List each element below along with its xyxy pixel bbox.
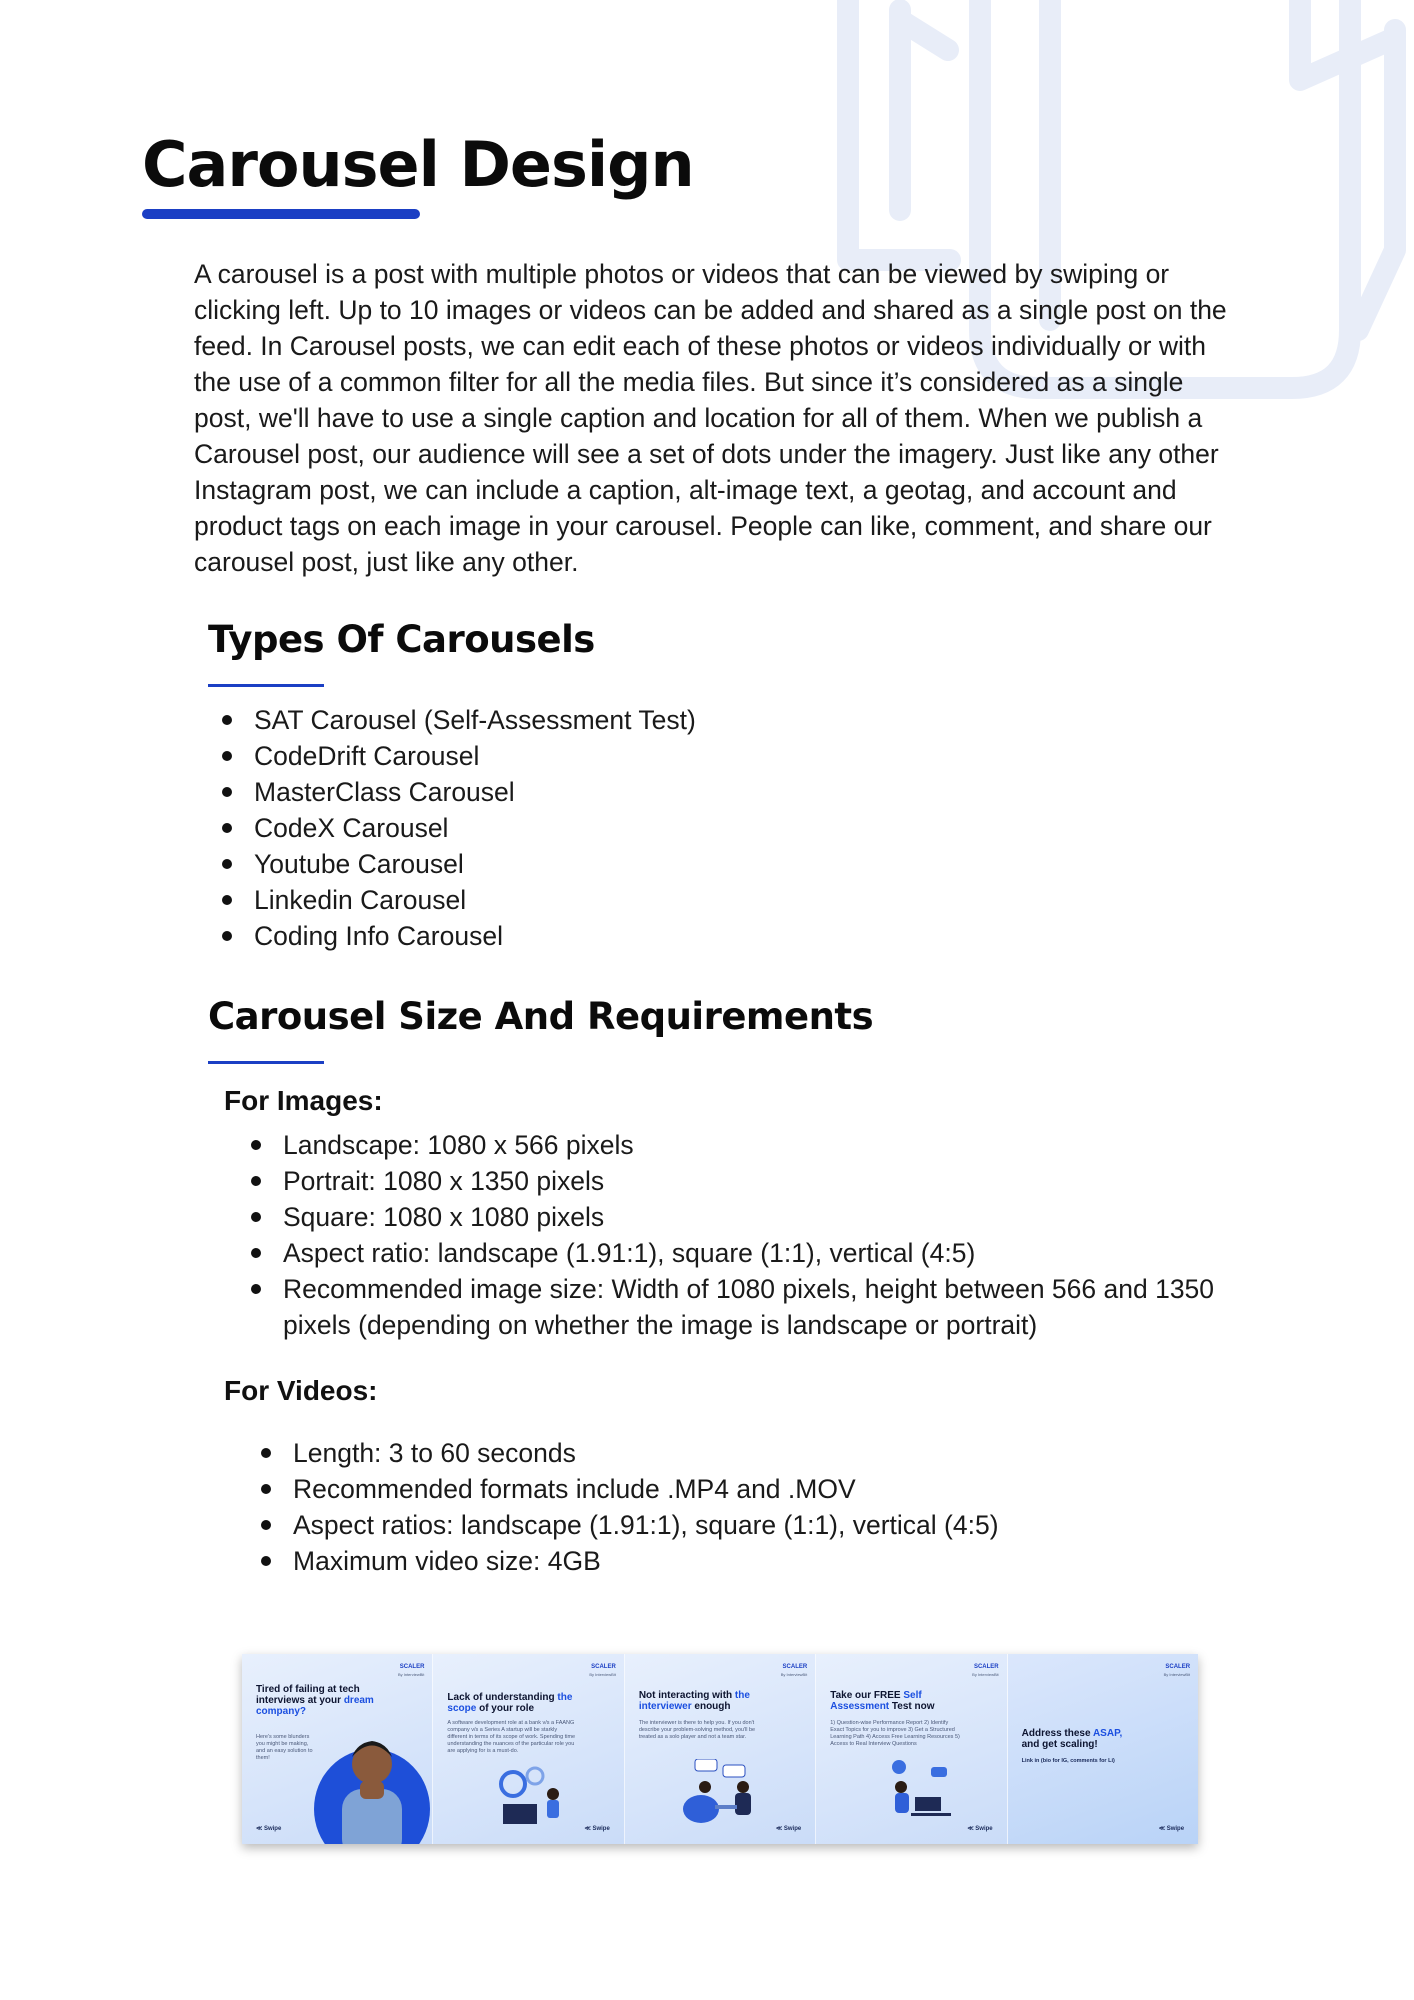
carousel-slide-2 [433, 1654, 624, 1844]
slide-headline: Lack of understanding the scope of your role [447, 1692, 573, 1714]
page-title: Carousel Design [142, 128, 694, 201]
types-heading-underline [208, 684, 324, 687]
brand-logo: SCALER By InterviewBit [1163, 1664, 1191, 1677]
slide-headline: Not interacting with the interviewer enough [638, 1690, 750, 1712]
videos-subheading: For Videos: [224, 1375, 378, 1406]
intro-paragraph: A carousel is a post with multiple photos or videos that can be viewed by swiping or clicking left. Up to 10 images or videos can be added and shared as a single post on the feed. In Carousel posts, we can edit each of these photos or videos individually or with the use of a common filter for all the media files. But since it’s considered as a single post, we'll have to use a single caption and location for all of them. When we publish a Carousel post, our audience will see a set of dots under the imagery. Just like any other Instagram post, we can include a caption, alt-image text, a geotag, and account and product tags on each image in your carousel. People can like, comment, and share our carousel post, just like any other. [194, 259, 1227, 577]
types-heading: Types Of Carousels [208, 618, 595, 661]
list-item: Length: 3 to 60 seconds [293, 1435, 999, 1471]
list-item: Portrait: 1080 x 1350 pixels [283, 1163, 1263, 1199]
brand-logo: SCALER By InterviewBit [397, 1664, 425, 1677]
brand-logo: SCALER By InterviewBit [780, 1664, 808, 1677]
title-underline [142, 209, 420, 219]
slide-body: Link in (bio for IG, comments for Li) [1021, 1758, 1115, 1764]
list-item: SAT Carousel (Self-Assessment Test) [254, 702, 696, 738]
videos-list [293, 1435, 999, 1579]
desk-worker-illustration [871, 1759, 981, 1834]
list-item: Landscape: 1080 x 566 pixels [283, 1127, 1263, 1163]
brand-logo: SCALER By InterviewBit [972, 1664, 999, 1677]
list-item: Aspect ratios: landscape (1.91:1), square (1:1), vertical (4:5) [293, 1507, 999, 1543]
list-item: CodeX Carousel [254, 810, 696, 846]
slide-headline: Tired of failing at tech interviews at your dream company? [256, 1684, 374, 1717]
list-item: MasterClass Carousel [254, 774, 696, 810]
list-item: Coding Info Carousel [254, 918, 696, 954]
list-item: CodeDrift Carousel [254, 738, 696, 774]
carousel-slide-5 [1008, 1654, 1198, 1844]
images-subheading: For Images: [224, 1085, 383, 1116]
swipe-indicator: ≪ Swipe [256, 1826, 282, 1832]
slide-headline: Take our FREE Self Assessment Test now [830, 1690, 935, 1712]
swipe-indicator: ≪ Swipe [1158, 1826, 1185, 1832]
swipe-indicator: ≪ Swipe [967, 1826, 993, 1832]
carousel-slide-1 [242, 1654, 433, 1844]
requirements-heading: Carousel Size And Requirements [208, 995, 874, 1038]
list-item: Linkedin Carousel [254, 882, 696, 918]
list-item: Recommended image size: Width of 1080 pixels, height between 566 and 1350 pixels (depending on whether the image is landscape or portrait) [283, 1271, 1263, 1343]
person-photo-illustration [312, 1709, 432, 1844]
carousel-slide-4 [816, 1654, 1007, 1844]
requirements-heading-underline [208, 1061, 324, 1064]
slide-headline: Address these ASAP, and get scaling! [1021, 1728, 1123, 1750]
carousel-slide-3 [625, 1654, 816, 1844]
list-item: Recommended formats include .MP4 and .MOV [293, 1471, 999, 1507]
list-item: Maximum video size: 4GB [293, 1543, 999, 1579]
brand-logo: SCALER By InterviewBit [589, 1664, 616, 1677]
list-item: Youtube Carousel [254, 846, 696, 882]
slide-body: The interviewer is there to help you. If you don't describe your problem-solving method, you'll be treated as a solo player and not a team star. [638, 1720, 756, 1740]
list-item: Aspect ratio: landscape (1.91:1), square (1:1), vertical (4:5) [283, 1235, 1263, 1271]
swipe-indicator: ≪ Swipe [775, 1826, 802, 1832]
list-item: Square: 1080 x 1080 pixels [283, 1199, 1263, 1235]
slide-body: 1) Question-wise Performance Report 2) Identify Exact Topics for you to improve 3) Get a Structured Learning Path 4) Access Free Learning Resources 5) Access to Real Interview Questions [830, 1720, 960, 1747]
meeting-illustration [665, 1759, 785, 1834]
types-list [254, 702, 696, 954]
swipe-indicator: ≪ Swipe [584, 1826, 610, 1832]
workspace-illustration [473, 1764, 593, 1834]
carousel-example-image [242, 1654, 1198, 1844]
slide-body: Here's some blunders you might be making, and an easy solution to them! [256, 1734, 313, 1761]
slide-body: A software development role at a bank v/s a FAANG company v/s a Series A startup will be starkly different in terms of its scope of work. Spending time understanding the nuances of the particular role you are applying for is a must-do. [447, 1720, 576, 1754]
images-list [283, 1127, 1263, 1343]
